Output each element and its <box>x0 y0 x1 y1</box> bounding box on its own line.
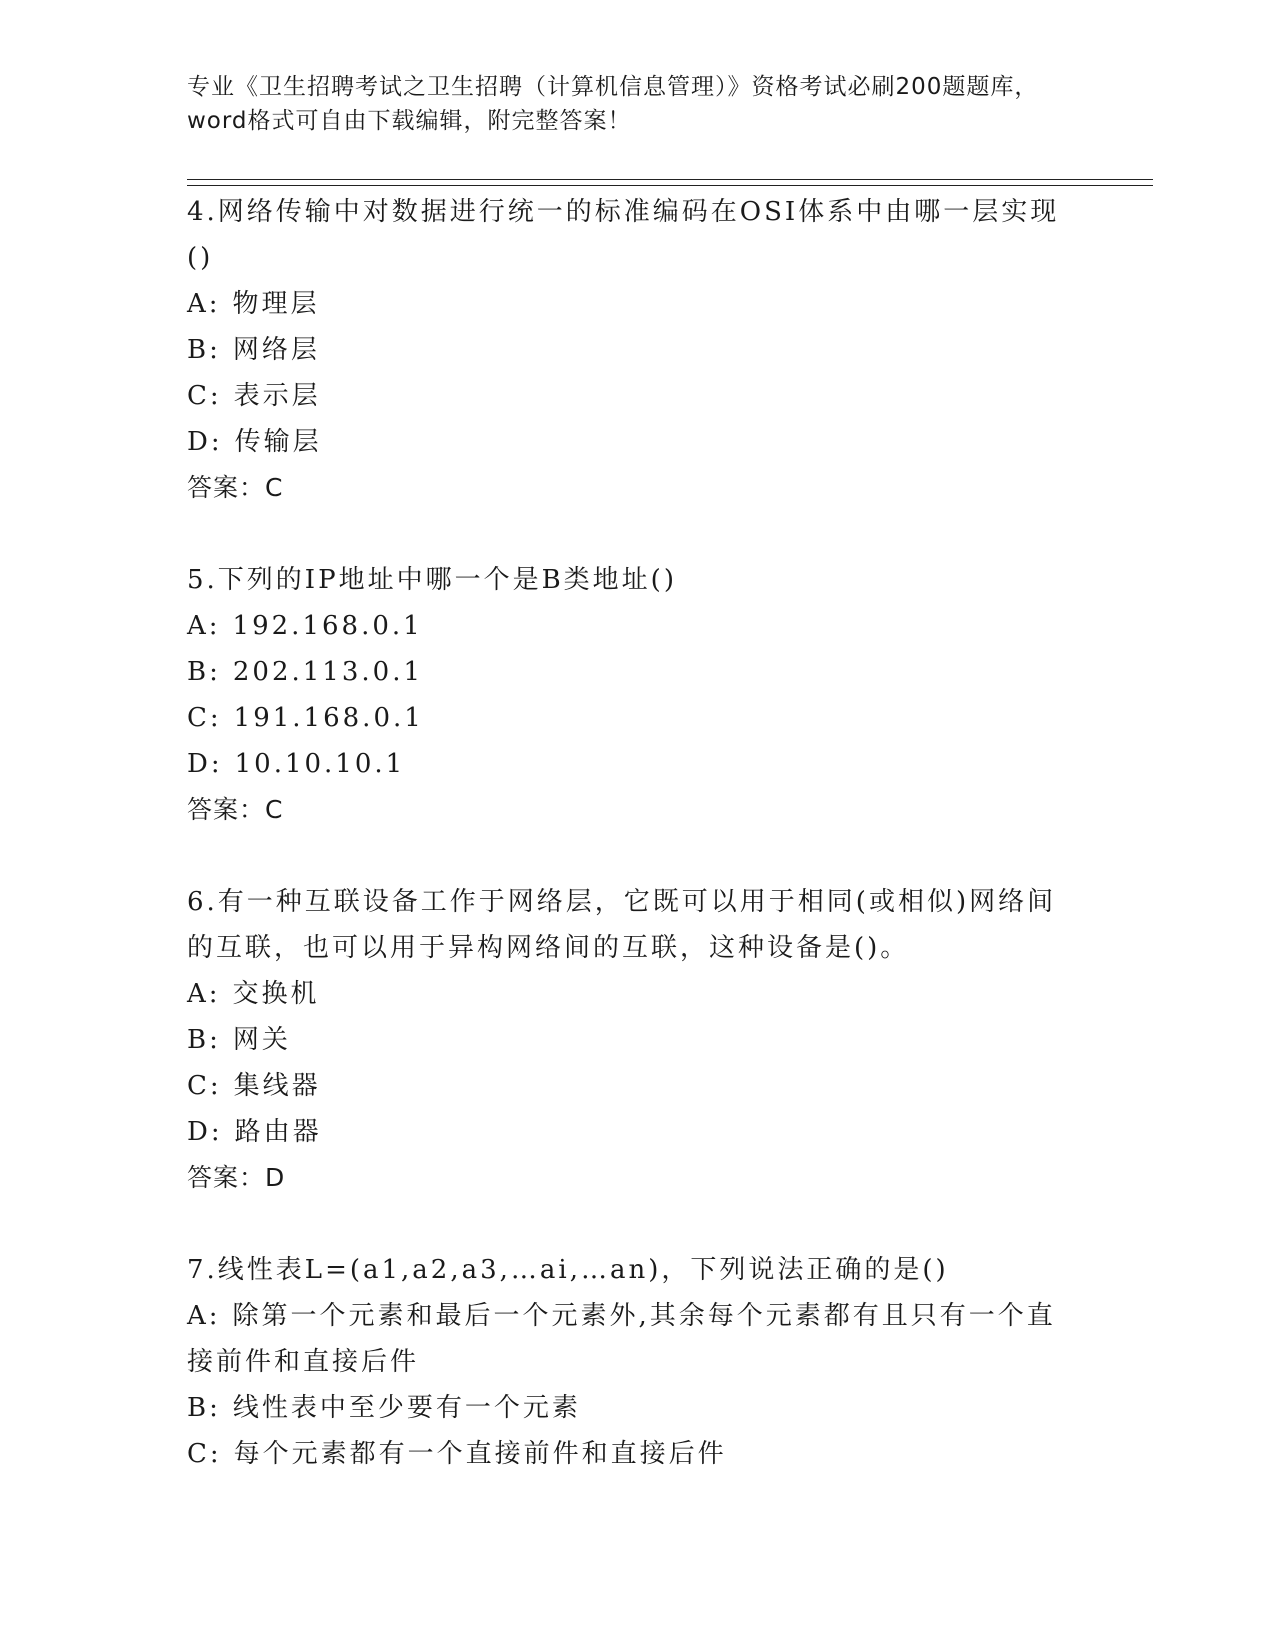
question-block <box>187 557 1067 833</box>
option-text: 网络层 <box>232 335 320 365</box>
question-stem: 的互联，也可以用于异构网络间的互联，这种设备是()。 <box>187 933 910 963</box>
option-a <box>187 971 1067 1017</box>
question-stem: 5.下列的IP地址中哪一个是B类地址() <box>187 565 677 595</box>
question-block <box>187 189 1067 511</box>
option-c <box>187 1063 1067 1109</box>
header-line-2: word格式可自由下载编辑，附完整答案！ <box>187 108 632 134</box>
option-b <box>187 1017 1067 1063</box>
option-text: 交换机 <box>232 979 320 1009</box>
answer-line: 答案：D <box>187 1163 286 1192</box>
header-divider-bottom <box>187 185 1153 186</box>
option-text: 物理层 <box>232 289 320 319</box>
question-stem: 7.线性表L=(a1,a2,a3,…ai,…an)，下列说法正确的是() <box>187 1255 949 1285</box>
option-b <box>187 327 1067 373</box>
option-key: D: <box>187 1117 223 1147</box>
question-block <box>187 1247 1067 1477</box>
option-text: 每个元素都有一个直接前件和直接后件 <box>233 1439 727 1469</box>
option-d <box>187 419 1067 465</box>
option-key: C: <box>187 1071 222 1101</box>
option-text: 集线器 <box>233 1071 321 1101</box>
option-a <box>187 603 1067 649</box>
option-a <box>187 1293 1067 1339</box>
option-key: B: <box>187 1393 221 1423</box>
option-key: A: <box>187 979 221 1009</box>
option-text: 线性表中至少要有一个元素 <box>232 1393 581 1423</box>
question-stem: 6.有一种互联设备工作于网络层，它既可以用于相同(或相似)网络间 <box>187 887 1057 917</box>
document-header <box>187 70 1087 138</box>
header-divider-top <box>187 179 1153 180</box>
option-key: B: <box>187 657 221 687</box>
option-c <box>187 1431 1067 1477</box>
option-text: 191.168.0.1 <box>233 703 424 733</box>
option-b <box>187 1385 1067 1431</box>
option-c <box>187 373 1067 419</box>
option-key: C: <box>187 381 222 411</box>
option-text: 路由器 <box>234 1117 322 1147</box>
option-text: 192.168.0.1 <box>232 611 423 641</box>
option-text: 表示层 <box>233 381 321 411</box>
option-c <box>187 695 1067 741</box>
question-stem: () <box>187 243 214 273</box>
option-a-continuation: 接前件和直接后件 <box>187 1347 420 1377</box>
header-line-1: 专业《卫生招聘考试之卫生招聘（计算机信息管理）》资格考试必刷200题题库， <box>187 74 1039 100</box>
question-stem: 4.网络传输中对数据进行统一的标准编码在OSI体系中由哪一层实现 <box>187 197 1060 227</box>
option-key: C: <box>187 1439 222 1469</box>
option-text: 10.10.10.1 <box>234 749 406 779</box>
option-text: 除第一个元素和最后一个元素外,其余每个元素都有且只有一个直 <box>232 1301 1056 1331</box>
option-key: A: <box>187 1301 221 1331</box>
question-block <box>187 879 1067 1201</box>
option-key: A: <box>187 289 221 319</box>
option-a <box>187 281 1067 327</box>
option-b <box>187 649 1067 695</box>
option-text: 网关 <box>232 1025 291 1055</box>
question-list <box>187 189 1067 1523</box>
option-text: 传输层 <box>234 427 322 457</box>
option-key: B: <box>187 1025 221 1055</box>
option-key: C: <box>187 703 222 733</box>
option-key: B: <box>187 335 221 365</box>
option-key: D: <box>187 427 223 457</box>
answer-line: 答案：C <box>187 795 284 824</box>
option-d <box>187 741 1067 787</box>
answer-line: 答案：C <box>187 473 284 502</box>
option-text: 202.113.0.1 <box>232 657 424 687</box>
option-key: D: <box>187 749 223 779</box>
option-d <box>187 1109 1067 1155</box>
option-key: A: <box>187 611 221 641</box>
